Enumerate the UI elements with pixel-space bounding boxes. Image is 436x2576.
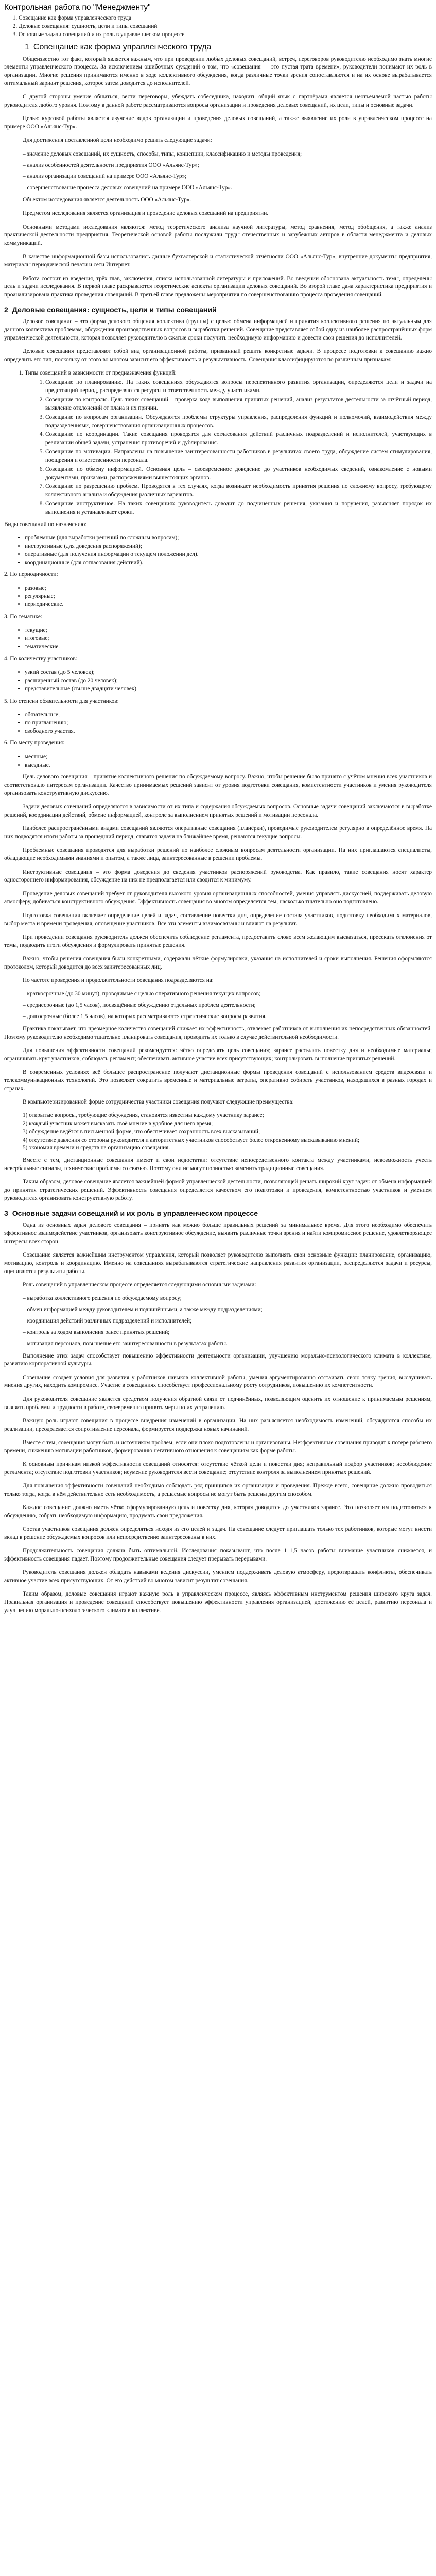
list-item: • тематические.: [25, 643, 432, 651]
list-item: 8. Совещание инструктивное. На таких совещаниях руководитель доводит до подчинённых решения, указания и поручения, разъясняет порядок их выполнения и устанавливает сроки.: [45, 500, 432, 517]
paragraph: Деловые совещания представляют собой вид организационной работы, призванный решить конкретные задачи. В процессе подготовки к совещанию важно определить его тип, поскольку от этого во многом зависит его эффективность и результативность. Совещания классифицируются по различным признакам:: [4, 348, 432, 363]
paragraph: Основными методами исследования являются: метод теоретического анализа научной литературы, метод сравнения, метод обобщения, а также анализ практической деятельности предприятия. Теоретической основой работы послужили труды отечественных и зарубежных авторов в области менеджмента и деловых коммуникаций.: [4, 224, 432, 247]
list-item: 5. Совещание по мотивации. Направлены на повышение заинтересованности работников в результатах своего труда, обсуждение систем стимулирования, поощрения и ответственности персонала.: [45, 448, 432, 465]
paragraph: При проведении совещания руководитель должен обеспечить соблюдение регламента, предоставить слово всем желающим высказаться, пресекать отклонения от темы, подводить итоги обсуждения и формулировать принятые решения.: [4, 934, 432, 948]
list-item: 2. Совещание по контролю. Цель таких совещаний – проверка хода выполнения принятых решений, анализ результатов деятельности за отчётный период, выявление отклонений от плана и их причин.: [45, 396, 432, 413]
list-item: • местные;: [25, 753, 432, 761]
list-item: • оперативные (для получения информации о текущем положении дел).: [25, 551, 432, 559]
section-heading: [4, 1208, 432, 1218]
list-item: – совершенствование процесса деловых совещаний на примере ООО «Альянс-Тур».: [23, 184, 432, 192]
paragraph: Предметом исследования является организация и проведение деловых совещаний на предприятии.: [23, 210, 269, 217]
list-item: – долгосрочные (более 1,5 часов), на которых рассматриваются стратегические вопросы развития.: [23, 1013, 432, 1021]
section-heading: [4, 304, 432, 315]
list-item: • свободного участия.: [25, 727, 432, 736]
list-item: • представительные (свыше двадцати человек).: [25, 685, 432, 693]
list-heading: 5. По степени обязательности для участников:: [4, 698, 119, 704]
list-heading: Типы совещаний в зависимости от предназначения функций:: [25, 370, 177, 377]
paragraph: Совещание создаёт условия для развития у работников навыков коллективной работы, умения аргументированно отстаивать свою точку зрения, выслушивать мнения других, находить компромисс. Участие в совещаниях способствует профессиональному росту сотрудников, повышению их компетентности.: [4, 1374, 432, 1389]
list-heading: 2. По периодичности:: [4, 571, 58, 578]
paragraph: Продолжительность совещания должна быть оптимальной. Исследования показывают, что после 1–1,5 часов работы внимание участников снижается, и эффективность совещания падает. Поэтому продолжительные совещания следует прерывать перерывами.: [4, 1548, 432, 1563]
paragraph: Задачи деловых совещаний определяются в зависимости от их типа и содержания обсуждаемых вопросов. Основные задачи совещаний заключаются в выработке решений, координации действий, обмене информацией, контроле за выполнением принятых решений и мотивации персонала.: [4, 804, 432, 819]
paragraph: Одна из основных задач делового совещания – принять как можно больше правильных решений за минимальное время. Для этого необходимо обеспечить эффективное взаимодействие участников, организовать конструктивное обсуждение, выявить различные точки зрения и найти компромиссное решение, удовлетворяющее интересы всех сторон.: [4, 1222, 432, 1245]
toc-item[interactable]: [19, 14, 432, 23]
dash-list: [4, 990, 432, 1021]
bullet-list: [4, 669, 432, 693]
list-item: • расширенный состав (до 20 человек);: [25, 677, 432, 685]
paragraph: Для повышения эффективности совещаний рекомендуется: чётко определять цель совещания; заранее рассылать повестку дня и необходимые материалы; ограничивать круг участников; соблюдать регламент; обеспечивать активное участие всех присутствующих; контролировать выполнение принятых решений.: [4, 1047, 432, 1062]
task-list: [4, 150, 432, 192]
paragraph: Руководитель совещания должен обладать навыками ведения дискуссии, умением поддерживать деловую атмосферу, предотвращать конфликты, обеспечивать активное участие всех присутствующих. От его действий во многом зависит результат совещания.: [4, 1569, 432, 1584]
list-heading: 6. По месту проведения:: [4, 740, 65, 747]
paragraph: В современных условиях всё большее распространение получают дистанционные формы проведения совещаний с использованием средств видеосвязи и телекоммуникационных технологий. Это позволяет сократить временные и материальные затраты, оперативно собирать участников, находящихся в разных городах и странах.: [4, 1069, 432, 1092]
list-item: 2) каждый участник может высказать своё мнение в удобное для него время;: [23, 1120, 213, 1127]
list-item: – выработка коллективного решения по обсуждаемому вопросу;: [23, 1295, 432, 1303]
list-item: 5) экономия времени и средств на организацию совещания.: [23, 1145, 170, 1151]
toc-item-label: Деловые совещания: сущность, цели и типы совещаний: [19, 23, 158, 29]
paragraph: Цель делового совещания – принятие коллективного решения по обсуждаемому вопросу. Важно, чтобы решение было принято с учётом мнения всех участников и соответствовало интересам организации. Качество принимаемых решений зависит от уровня подготовки совещания, компетентности участников и умения руководителя организовать конструктивную дискуссию.: [4, 774, 432, 797]
list-item: – анализ особенностей деятельности предприятия ООО «Альянс-Тур»;: [23, 162, 432, 170]
list-item: • разовые;: [25, 585, 432, 593]
list-item: • регулярные;: [25, 592, 432, 601]
list-item: • координационные (для согласования действий).: [25, 559, 432, 567]
list-item: • обязательные;: [25, 711, 432, 719]
list-item: 6. Совещание по обмену информацией. Основная цель – своевременное доведение до участников необходимых сведений, ознакомление с новыми документами, приказами, распоряжениями вышестоящих органов.: [45, 466, 432, 482]
paragraph: Работа состоит из введения, трёх глав, заключения, списка использованной литературы и приложений. Во введении обоснована актуальность темы, определены цель и задачи исследования. В первой главе раскрываются теоретические аспекты организации деловых совещаний. Во второй главе дана характеристика предприятия и проанализирована практика проведения совещаний. В третьей главе предложены мероприятия по совершенствованию процесса проведения совещаний.: [4, 275, 432, 298]
list-item: • периодические.: [25, 601, 432, 609]
paragraph: Подготовка совещания включает определение целей и задач, составление повестки дня, определение состава участников, подготовку необходимых материалов, выбор места и времени проведения, оповещение участников. Все эти элементы взаимосвязаны и влияют на результат.: [4, 912, 432, 927]
section-number: 1: [25, 42, 29, 52]
paragraph: Проблемные совещания проводятся для выработки решений по наиболее сложным вопросам деятельности организации. На них приглашаются специалисты, обладающие необходимыми знаниями и опытом, а также лица, заинтересованные в решении проблемы.: [4, 847, 432, 862]
paragraph: Таким образом, деловые совещания играют важную роль в управленческом процессе, являясь эффективным инструментом решения широкого круга задач. Правильная организация и проведение совещаний способствует повышению эффективности управления организацией, достижению её целей, развитию персонала и улучшению морально-психологического климата в коллективе.: [4, 1591, 432, 1614]
paragraph: Вместе с тем, дистанционные совещания имеют и свои недостатки: отсутствие непосредственного контакта между участниками, невозможность учесть невербальные сигналы, технические проблемы со связью. Поэтому они не могут полностью заменить традиционные совещания.: [4, 1157, 432, 1172]
paragraph: Важно, чтобы решения совещания были конкретными, содержали чёткие формулировки, указания на исполнителей и сроки выполнения. Решения оформляются протоколом, который доводится до всех заинтересованных лиц.: [4, 955, 432, 970]
list-item: – краткосрочные (до 30 минут), проводимые с целью оперативного решения текущих вопросов;: [23, 990, 432, 998]
document-title: Контрольная работа по "Менеджменту": [4, 3, 151, 12]
list-heading: В компьютеризированной форме сотрудничества участники совещания получают следующие преимущества:: [23, 1098, 294, 1105]
bullet-list: [4, 753, 432, 770]
list-item: 1. Совещание по планированию. На таких совещаниях обсуждаются вопросы перспективного развития организации, определяются цели и задачи на предстоящий период, распределяются ресурсы и ответственность между участниками.: [45, 379, 432, 395]
paragraph: Важную роль играют совещания в процессе внедрения изменений в организации. На них разъясняется необходимость изменений, обсуждаются способы их реализации, преодолевается сопротивление персонала, формируется поддержка новых начинаний.: [4, 1417, 432, 1432]
paragraph: Общеизвестно тот факт, который является важным, что при проведении любых деловых совещаний, встреч, переговоров руководителю необходимо знать многие элементы управленческого процесса. За исключением ошибочных суждений о том, что «совещания — это пустая трата времени», руководители понимают их роль в организации. Многие решения принимаются именно в ходе коллективного обсуждения, когда различные точки зрения сопоставляются и на их основе вырабатывается оптимальный вариант решения, которое затем доводится до исполнителей.: [4, 56, 432, 87]
paragraph: Совещание является важнейшим инструментом управления, который позволяет руководителю выполнять свои основные функции: планирование, организацию, мотивацию, контроль и координацию. Именно на совещаниях вырабатываются стратегические направления развития организации, распределяются задачи и ресурсы, оцениваются результаты работы.: [4, 1252, 432, 1275]
list-item: – координация действий различных подразделений и исполнителей;: [23, 1317, 432, 1326]
bullet-list: [4, 534, 432, 567]
paragraph: В качестве информационной базы использовались данные бухгалтерской и статистической отчётности ООО «Альянс-Тур», внутренние документы предприятия, материалы периодической печати и сети Интернет.: [4, 253, 432, 268]
list-item: 1) открытые вопросы, требующие обсуждения, становятся известны каждому участнику заранее;: [23, 1112, 264, 1119]
list-item: – обмен информацией между руководителем и подчинёнными, а также между подразделениями;: [23, 1306, 432, 1314]
paragraph: Каждое совещание должно иметь чётко сформулированную цель и повестку дня, которая доводится до участников заранее. Это позволяет им подготовиться к обсуждению, собрать необходимую информацию, продумать свои предложения.: [4, 1504, 432, 1519]
list-item: • по приглашению;: [25, 719, 432, 727]
list-item: 3) обсуждение ведётся в письменной форме, что обеспечивает сохранность всех высказываний;: [23, 1128, 260, 1135]
section-heading: [25, 42, 432, 53]
classification-list: [4, 369, 432, 516]
list-item: 3. Совещание по вопросам организации. Обсуждаются проблемы структуры управления, распределения функций и полномочий, взаимодействия между подразделениями, совершенствования организационных процессов.: [45, 414, 432, 430]
toc-item-label: Основные задачи совещаний и их роль в управленческом процессе: [19, 31, 185, 38]
advantages-list: [4, 1112, 432, 1153]
paragraph: Инструктивные совещания – это форма доведения до сведения участников распоряжений руководства. Как правило, такие совещания носят характер одностороннего информирования, обсуждение на них не предполагается или сводится к минимуму.: [4, 869, 432, 884]
list-item: • выездные.: [25, 761, 432, 770]
bullet-list: [4, 626, 432, 651]
list-item: 4) отсутствие давления со стороны руководителя и авторитетных участников способствует более откровенному высказыванию мнений;: [23, 1137, 360, 1143]
document: [4, 0, 432, 1615]
section-title: Совещание как форма управленческого труда: [33, 42, 212, 52]
paragraph: Роль совещаний в управленческом процессе определяется следующими основными задачами:: [23, 1282, 256, 1289]
list-item: • итоговые;: [25, 635, 432, 643]
paragraph: Таким образом, деловое совещание является важнейшей формой управленческой деятельности, позволяющей решать широкий круг задач: от обмена информацией до принятия стратегических решений. Эффективность совещания определяется качеством его подготовки и проведения, компетентностью участников и умением руководителя организовать конструктивную работу.: [4, 1179, 432, 1201]
list-item: [25, 369, 432, 516]
paragraph: Вместе с тем, совещания могут быть и источником проблем, если они плохо подготовлены и организованы. Неэффективные совещания приводят к потере рабочего времени, снижению мотивации работников, формированию негативного отношения к совещаниям как форме работы.: [4, 1439, 432, 1454]
paragraph: Практика показывает, что чрезмерное количество совещаний снижает их эффективность, отвлекает работников от выполнения их непосредственных обязанностей. Поэтому руководителю необходимо тщательно планировать совещания, проводить их только в случае действительной необходимости.: [4, 1025, 432, 1040]
list-heading: 3. По тематике:: [4, 614, 43, 620]
paragraph: Для достижения поставленной цели необходимо решить следующие задачи:: [23, 137, 212, 144]
paragraph: Деловое совещание – это форма делового общения коллектива (группы) с целью обмена информацией и принятия коллективного решения по актуальным для данного коллектива проблемам, обсуждения производственных вопросов и выработки решений. Совещание представляет собой одну из наиболее распространённых форм управленческой деятельности, которая позволяет руководителю в сжатые сроки получить необходимую информацию и довести свои решения до исполнителей.: [4, 318, 432, 342]
list-item: 7. Совещание по разрешению проблем. Проводятся в тех случаях, когда возникает необходимость принятия решения по сложному вопросу, требующему коллективного анализа и обсуждения различных вариантов.: [45, 483, 432, 499]
list-item: – мотивация персонала, повышение его заинтересованности в результатах работы.: [23, 1340, 432, 1348]
paragraph: К основным причинам низкой эффективности совещаний относятся: отсутствие чёткой цели и повестки дня; неправильный подбор участников; несоблюдение регламента; отсутствие подготовки участников; неумение руководителя вести совещание; отсутствие контроля за выполнением принятых решений.: [4, 1461, 432, 1476]
task-list: [4, 1295, 432, 1348]
paragraph: Целью курсовой работы является изучение видов организации и проведения деловых совещаний, а также выявление их роли в управленческом процессе на примере ООО «Альянс-Тур».: [4, 115, 432, 130]
list-item: • инструктивные (для доведения распоряжений);: [25, 543, 432, 551]
toc-item-label: Совещание как форма управленческого труда: [19, 15, 131, 21]
section-number: 3: [4, 1209, 8, 1218]
list-item: – анализ организации совещаний на примере ООО «Альянс-Тур»;: [23, 173, 432, 181]
section-number: 2: [4, 306, 8, 314]
list-item: • текущие;: [25, 626, 432, 635]
paragraph: Проведение деловых совещаний требует от руководителя высокого уровня организационных способностей, умения управлять дискуссией, поддерживать деловую атмосферу, добиваться конструктивного обсуждения. Эффективность совещания во многом определяется тем, насколько тщательно оно подготовлено.: [4, 890, 432, 905]
list-item: • проблемные (для выработки решений по сложным вопросам);: [25, 534, 432, 543]
section-title: Деловые совещания: сущность, цели и типы совещаний: [12, 306, 217, 314]
paragraph: Объектом исследования является деятельность ООО «Альянс-Тур».: [23, 197, 191, 204]
list-heading: 4. По количеству участников:: [4, 655, 77, 662]
paragraph: Состав участников совещания должен определяться исходя из его целей и задач. На совещание следует приглашать только тех работников, которые могут внести вклад в решение обсуждаемых вопросов или непосредственно заинтересованы в них.: [4, 1526, 432, 1540]
bullet-list: [4, 711, 432, 736]
list-item: • узкий состав (до 5 человек);: [25, 669, 432, 677]
list-item: – значение деловых совещаний, их сущность, способы, типы, концепции, классификацию и методы проведения;: [23, 150, 432, 159]
list-heading: По частоте проведения и продолжительности совещания подразделяются на:: [23, 977, 214, 984]
list-item: – среднесрочные (до 1,5 часов), посвящённые обсуждению отдельных проблем деятельности;: [23, 1002, 432, 1010]
list-item: – контроль за ходом выполнения ранее принятых решений;: [23, 1329, 432, 1337]
paragraph: Для повышения эффективности совещаний необходимо соблюдать ряд принципов их организации и проведения. Прежде всего, совещание должно проводиться только тогда, когда в нём действительно есть необходимость, а решаемые вопросы не могут быть решены другим способом.: [4, 1483, 432, 1497]
list-heading: Виды совещаний по назначению:: [4, 521, 87, 528]
section-title: Основные задачи совещаний и их роль в управленческом процессе: [12, 1209, 258, 1218]
paragraph: Наиболее распространёнными видами совещаний являются оперативные совещания (планёрки), проводимые руководителем регулярно в определённое время. На них подводятся итоги работы за прошедший период, ставятся задачи на ближайшее время, решаются текущие вопросы.: [4, 825, 432, 840]
toc-item[interactable]: [19, 31, 432, 39]
paragraph: С другой стороны умение общаться, вести переговоры, убеждать собеседника, находить общий язык с партнёрами является неотъемлемой частью работы руководителя любого уровня. Поэтому в данной работе рассматриваются вопросы организации и проведения деловых совещаний, их цели, типы и основные задачи.: [4, 94, 432, 109]
types-list: [25, 379, 432, 517]
paragraph: Выполнение этих задач способствует повышению эффективности деятельности организации, улучшению морально-психологического климата в коллективе, развитию корпоративной культуры.: [4, 1352, 432, 1367]
paragraph: Для руководителя совещание является средством получения обратной связи от подчинённых, позволяющим оценить их отношение к принимаемым решениям, выявить проблемы и трудности в работе, своевременно принять меры по их устранению.: [4, 1396, 432, 1411]
toc-item[interactable]: [19, 23, 432, 31]
table-of-contents: [4, 14, 432, 39]
list-item: 4. Совещание по координации. Такие совещания проводятся для согласования действий различных подразделений и исполнителей, участвующих в реализации общей задачи, устранения противоречий и дублирования.: [45, 431, 432, 447]
bullet-list: [4, 585, 432, 609]
